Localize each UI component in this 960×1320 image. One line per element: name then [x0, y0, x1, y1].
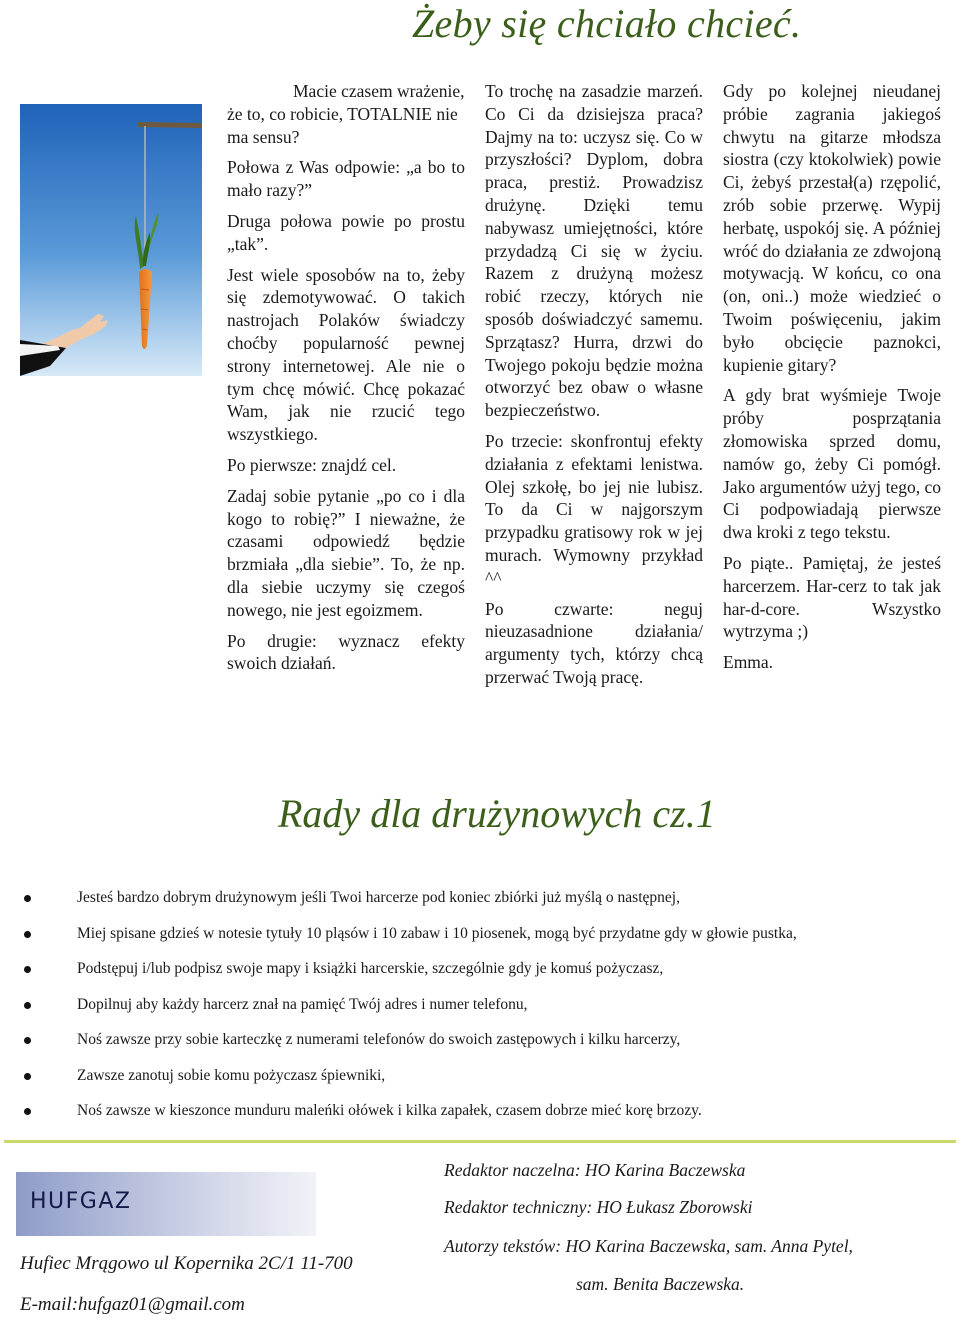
list-item-text: Jesteś bardzo dobrym drużynowym jeśli Twoi harcerze pod koniec zbiórki już myślą o następnej, [77, 889, 680, 906]
paragraph: Druga połowa powie po prostu „tak”. [227, 210, 465, 254]
bullet-icon [24, 931, 31, 938]
list-item-text: Noś zawsze w kieszonce munduru maleńki ołówek i kilka zapałek, czasem dobrze mieć korę brzozy. [77, 1102, 702, 1119]
list-item [24, 1066, 924, 1102]
article-column-1 [227, 80, 465, 683]
article-column-3 [723, 80, 941, 682]
list-item-text: Podstępuj i/lub podpisz swoje mapy i książki harcerskie, szczególnie gdy je komuś pożyczasz, [77, 960, 664, 977]
email-address[interactable]: E-mail:hufgaz01@gmail.com [20, 1294, 245, 1315]
list-item [24, 924, 924, 960]
paragraph: Po drugie: wyznacz efekty swoich działań. [227, 630, 465, 674]
bullet-icon [24, 1073, 31, 1080]
list-item [24, 1030, 924, 1066]
credit-line: Autorzy tekstów: HO Karina Baczewska, sam. Anna Pytel, [444, 1236, 853, 1256]
paragraph: Gdy po kolejnej nieudanej próbie zagrania jakiegoś chwytu na gitarze młodsza siostra (czy ktokolwiek) powie Ci, żebyś przestał(a) rzępolić, zrób sobie przerwę. Wypij herbatę, uspokój się. A później wróć do działania ze zdwojoną motywacją. W końcu, co ona (on, oni..) może wiedzieć o Twoim poświęceniu, jakim było obcięcie paznokci, kupienie gitary? [723, 81, 941, 375]
paragraph: Po czwarte: neguj nieuzasadnione działania/ argumenty tych, którzy chcą przerwać Twoją pracę. [485, 598, 703, 687]
paragraph: Jest wiele sposobów na to, żeby się zdemotywować. O takich nastrojach Polaków świadczy choćby popularność pewnej strony internetowej. Ale nie o tym chcę mówić. Chcę pokazać Wam, jak nie rzucić tego wszystkiego. [227, 264, 465, 445]
credit-line: Redaktor techniczny: HO Łukasz Zborowski [444, 1197, 753, 1217]
paragraph: Zadaj sobie pytanie „po co i dla kogo to robię?” I nieważne, że czasami odpowiedź będzie brzmiała „dla siebie”. To, że np. dla siebie uczymy się czegoś nowego, nie jest egoizmem. [227, 485, 465, 620]
article-title: Żeby się chciało chcieć. [412, 1, 802, 46]
list-item-text: Noś zawsze przy sobie karteczkę z numerami telefonów do swoich zastępowych i kilku harcerzy, [77, 1031, 681, 1048]
section-title: Rady dla drużynowych cz.1 [278, 791, 716, 836]
list-item [24, 995, 924, 1031]
brand-name: HUFGAZ [30, 1189, 132, 1214]
list-item-text: Zawsze zanotuj sobie komu pożyczasz śpiewniki, [77, 1066, 386, 1084]
paragraph: Połowa z Was odpowie: „a bo to mało razy?” [227, 157, 465, 201]
paragraph: A gdy brat wyśmieje Twoje próby posprzątania złomowiska sprzed domu, namów go, żeby Ci pomógł. Jako argumentów użyj tego, co Ci podpowiadają pierwsze dwa kroki z tego tekstu. [723, 385, 941, 543]
address: Hufiec Mrągowo ul Kopernika 2C/1 11-700 [20, 1253, 353, 1274]
bullet-icon [24, 966, 31, 973]
author-signature: Emma. [723, 652, 774, 673]
list-item-text: Dopilnuj aby każdy harcerz znał na pamięć Twój adres i numer telefonu, [77, 995, 528, 1013]
bullet-icon [24, 1108, 31, 1115]
paragraph: Po piąte.. Pamiętaj, że jesteś harcerzem. Har-cerz to tak jak har-d-core. Wszystko wytrzyma ;) [723, 552, 941, 642]
bullet-icon [24, 895, 31, 902]
footer-divider [4, 1140, 956, 1143]
bullet-icon [24, 1037, 31, 1044]
intro-paragraph: Macie czasem wrażenie, że to, co robicie, TOTALNIE nie ma sensu? [227, 81, 465, 147]
bullet-icon [24, 1002, 31, 1009]
carrot-photo-image [20, 104, 202, 376]
paragraph: Po trzecie: skonfrontuj efekty działania z efektami lenistwa. Olej szkołę, bo jej nie lubisz. To da Ci w najgorszym przypadku gratisowy rok w jej murach. Wymowny przykład ^^ [485, 430, 703, 588]
credit-line: Redaktor naczelna: HO Karina Baczewska [444, 1160, 746, 1180]
brand-banner [16, 1172, 316, 1236]
list-item-text: Miej spisane gdzieś w notesie tytuły 10 pląsów i 10 zabaw i 10 piosenek, mogą być przydatne gdy w głowie pustka, [77, 924, 797, 942]
article-column-2 [485, 80, 703, 697]
carrot-on-stick-photo [20, 104, 202, 376]
list-item [24, 1101, 924, 1137]
tips-list [24, 888, 924, 1137]
credit-line: sam. Benita Baczewska. [576, 1274, 745, 1294]
list-item [24, 959, 924, 995]
paragraph: Po pierwsze: znajdź cel. [227, 454, 397, 475]
list-item [24, 888, 924, 924]
paragraph: To trochę na zasadzie marzeń. Co Ci da dzisiejsza praca? Dajmy na to: uczysz się. Co w przyszłości? Dyplom, dobra praca, prestiż. Prowadzisz drużynę. Dzięki temu nabywasz umiejętności, które przydadzą Ci się w życiu. Razem z drużyną możesz robić rzeczy, których nie sposób doświadczyć samemu. Sprzątasz? Hurra, drzwi do Twojego pokoju będzie można otworzyć bez obaw o własne bezpieczeństwo. [485, 81, 703, 421]
